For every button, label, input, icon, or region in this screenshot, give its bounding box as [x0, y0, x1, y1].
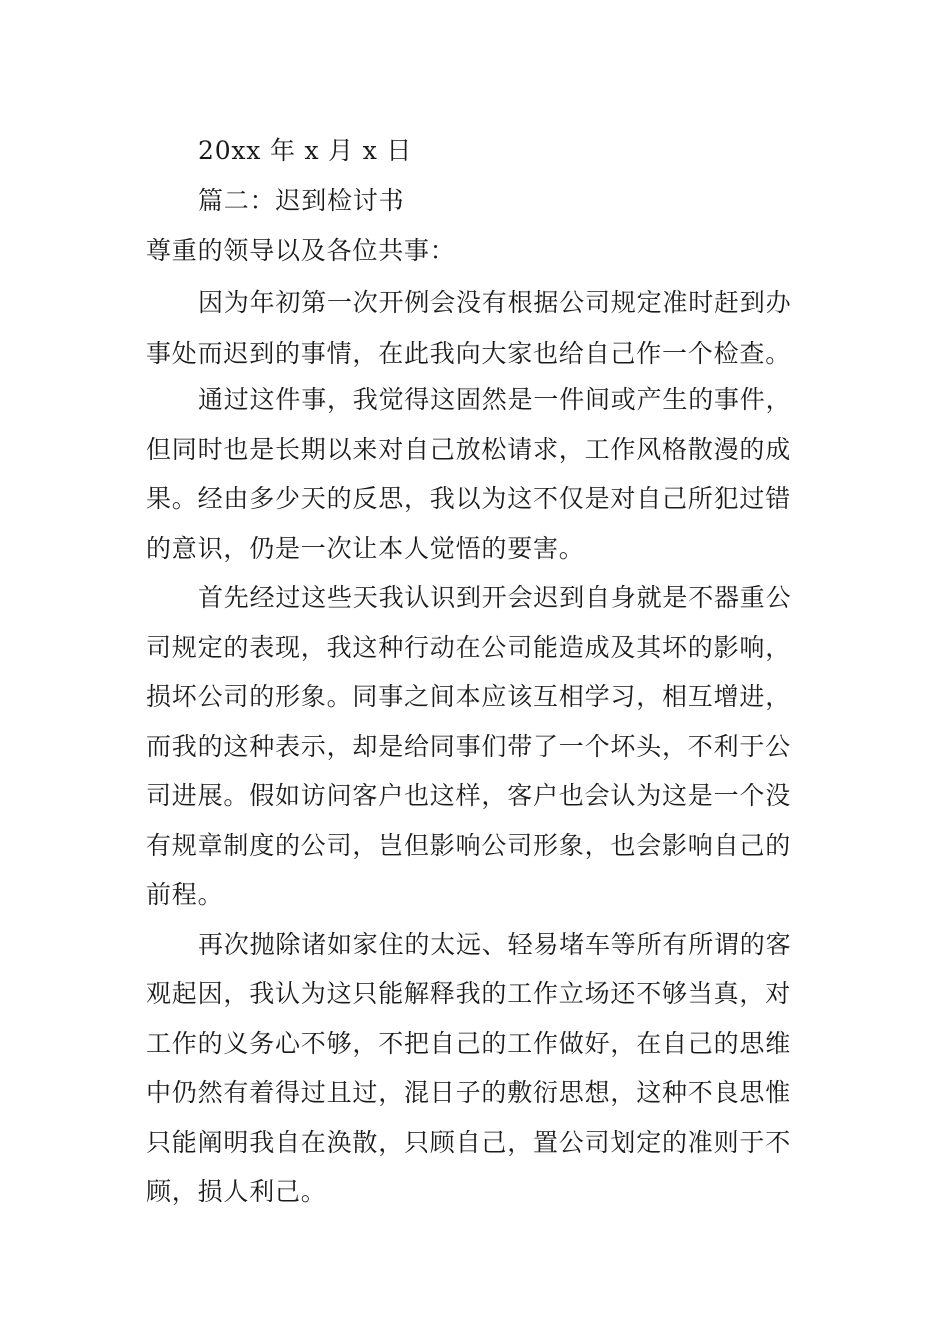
paragraph-line: 前程。: [146, 880, 224, 909]
paragraph-line: 只能阐明我自在涣散，只顾自己，置公司划定的准则于不: [146, 1128, 792, 1157]
paragraph-line: 事处而迟到的事情，在此我向大家也给自己作一个检查。: [146, 339, 792, 368]
paragraph-line: 但同时也是长期以来对自己放松请求，工作风格散漫的成: [146, 435, 792, 464]
paragraph-line: 顾，损人利己。: [146, 1177, 327, 1206]
paragraph-line: 损坏公司的形象。同事之间本应该互相学习，相互增进，: [146, 682, 792, 711]
paragraph-line: 因为年初第一次开例会没有根据公司规定准时赶到办: [198, 288, 792, 317]
paragraph-line: 首先经过这些天我认识到开会迟到自身就是不器重公: [198, 583, 792, 612]
paragraph-line: 通过这件事，我觉得这固然是一件间或产生的事件，: [198, 385, 792, 414]
paragraph-line: 司进展。假如访问客户也这样，客户也会认为这是一个没: [146, 781, 792, 810]
paragraph-line: 的意识，仍是一次让本人觉悟的要害。: [146, 534, 585, 563]
paragraph-line: 果。经由多少天的反思，我以为这不仅是对自己所犯过错: [146, 484, 792, 513]
paragraph-line: 再次抛除诸如家住的太远、轻易堵车等所有所谓的客: [198, 930, 792, 959]
paragraph-line: 中仍然有着得过且过，混日子的敷衍思想，这种不良思惟: [146, 1078, 792, 1107]
section-title: 篇二：迟到检讨书: [198, 186, 405, 215]
paragraph-line: 工作的义务心不够，不把自己的工作做好，在自己的思维: [146, 1029, 792, 1058]
paragraph-line: 观起因，我认为这只能解释我的工作立场还不够当真，对: [146, 979, 792, 1008]
salutation: 尊重的领导以及各位共事：: [146, 236, 456, 265]
paragraph-line: 而我的这种表示，却是给同事们带了一个坏头，不利于公: [146, 732, 792, 761]
paragraph-line: 有规章制度的公司，岂但影响公司形象，也会影响自己的: [146, 831, 792, 860]
paragraph-line: 司规定的表现，我这种行动在公司能造成及其坏的影响，: [146, 633, 792, 662]
document-date: 20xx 年 x 月 x 日: [198, 136, 413, 165]
